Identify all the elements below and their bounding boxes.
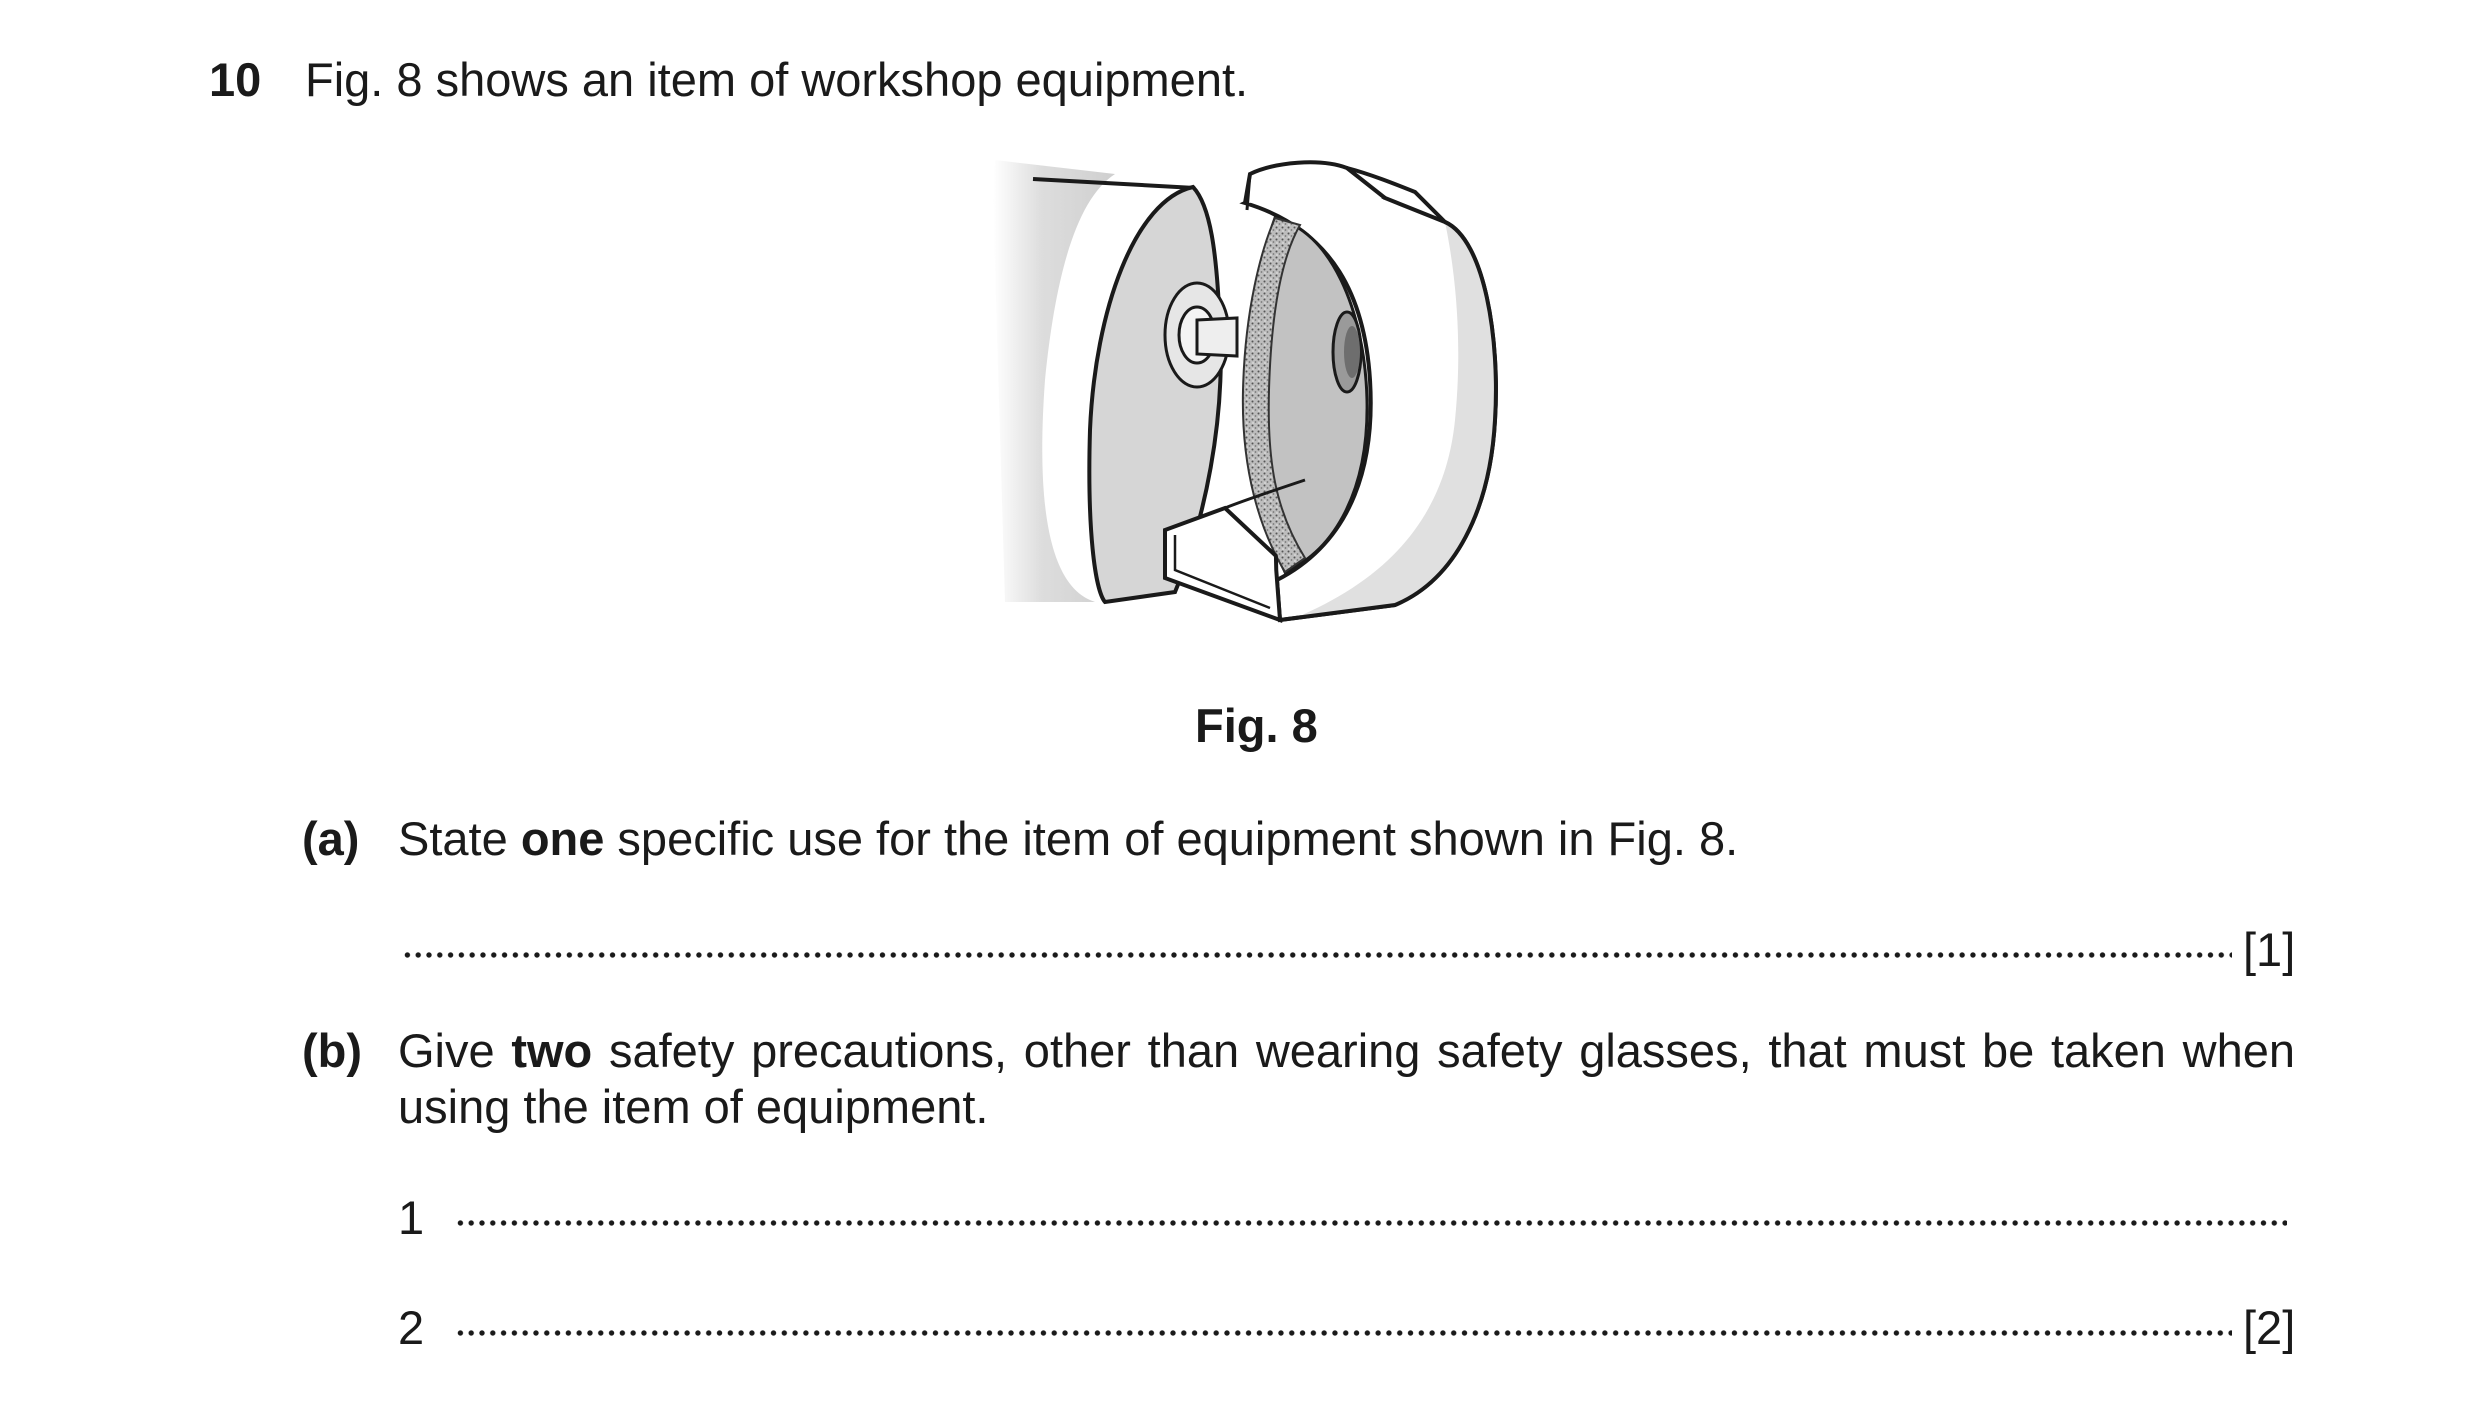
part-a-text-after: specific use for the item of equipment shown in Fig. 8. xyxy=(604,812,1739,865)
part-b-text-before: Give xyxy=(398,1024,512,1077)
part-b-label: (b) xyxy=(302,1024,363,1077)
question-number: 10 xyxy=(209,53,262,106)
part-a-text-before: State xyxy=(398,812,521,865)
bench-grinder-figure xyxy=(975,160,1515,630)
part-a-label: (a) xyxy=(302,812,360,865)
part-b-question xyxy=(398,1023,2295,1135)
part-a-question xyxy=(398,811,1738,867)
part-a-text-bold: one xyxy=(520,812,605,865)
part-b-text-bold: two xyxy=(511,1024,593,1077)
part-b-line-2-marks: [2] xyxy=(2243,1301,2296,1354)
part-b-answer-line-2[interactable] xyxy=(455,1323,2232,1343)
part-b-line-1-number: 1 xyxy=(398,1191,425,1244)
figure-caption: Fig. 8 xyxy=(1195,699,1318,752)
bench-grinder-icon xyxy=(975,160,1515,630)
part-b-text-after: safety precautions, other than wearing safety glasses, that must be taken when using the item of equipment. xyxy=(398,1024,2295,1133)
part-b-answer-line-1[interactable] xyxy=(455,1213,2287,1233)
part-b-line-2-number: 2 xyxy=(398,1301,425,1354)
part-a-answer-line[interactable] xyxy=(402,945,2232,965)
question-stem: Fig. 8 shows an item of workshop equipment. xyxy=(305,53,1249,106)
part-a-marks: [1] xyxy=(2243,923,2296,976)
